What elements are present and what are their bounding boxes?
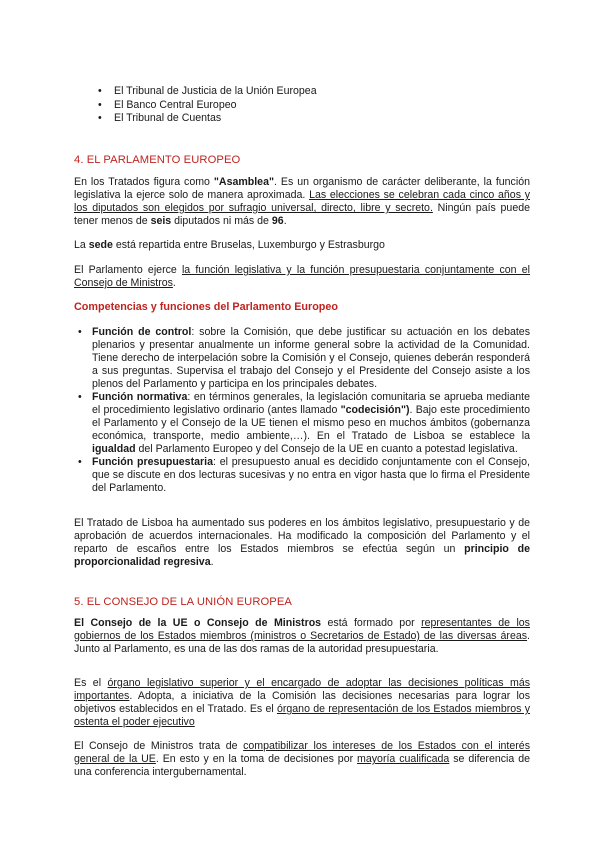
list-item: • El Banco Central Europeo (98, 99, 518, 113)
competencies-list (78, 326, 530, 495)
list-item: • Función de control: sobre la Comisión, que debe justificar su actuación en los debates plenarios y presentar anualmente un informe general sobre la actividad de la Comunidad. Tiene derecho de interpelación sobre la Comisión y el Consejo, quienes deberán responderá a sus preguntas. Supervisa el trabajo del Consejo y el Presidente del Consejo asiste a los plenos del Parlamento y participa en los principales debates. (78, 326, 530, 391)
council-intro-paragraph: El Consejo de la UE o Consejo de Ministros está formado por representantes de los gobiernos de los Estados miembros (ministros o Secretarios de Estado) de las diversas áreas. Junto al Parlamento, es una de las dos ramas de la autoridad presupuestaria. (74, 617, 530, 655)
parliament-functions-paragraph: El Parlamento ejerce la función legislativa y la función presupuestaria conjuntamente con el Consejo de Ministros. (74, 264, 530, 289)
parliament-seat-paragraph: La sede está repartida entre Bruselas, Luxemburgo y Estrasburgo (74, 239, 385, 251)
list-item: • El Tribunal de Justicia de la Unión Europea (98, 85, 518, 99)
list-item: • Función presupuestaria: el presupuesto anual es decidido conjuntamente con el Consejo, que se discute en dos lecturas sucesivas y no entra en vigor hasta que lo firma el Presidente del Parlamento. (78, 456, 530, 495)
lisbon-treaty-paragraph: El Tratado de Lisboa ha aumentado sus poderes en los ámbitos legislativo, presupuestario y de aprobación de acuerdos internacionales. Ha modificado la composición del Parlamento y el reparto de escaños entre los Estados miembros se efectúa según un principio de proporcionalidad regresiva. (74, 517, 530, 568)
parliament-intro-paragraph: En los Tratados figura como "Asamblea". Es un organismo de carácter deliberante, la función legislativa la ejerce solo de manera aproximada. Las elecciones se celebran cada cinco años y los diputados son elegidos por sufragio universal, directo, libre y secreto. Ningún país puede tener menos de seis diputados ni más de 96. (74, 176, 530, 227)
council-role-paragraph: Es el órgano legislativo superior y el encargado de adoptar las decisiones políticas más importantes. Adopta, a iniciativa de la Comisión las decisiones necesarias para lograr los objetivos establecidos en el Tratado. Es el órgano de representación de los Estados miembros y ostenta el poder ejecutivo (74, 677, 531, 728)
section-5-heading: 5. EL CONSEJO DE LA UNIÓN EUROPEA (74, 596, 292, 608)
list-item: • Función normativa: en términos generales, la legislación comunitaria se aprueba mediante el procedimiento legislativo ordinario (antes llamado "codecisión"). Bajo este procedimiento el Parlamento y el Consejo de la UE tienen el mismo peso en muchos ámbitos (gobernanza económica, transporte, medio ambiente,…). En el Tratado de Lisboa se establece la igualdad del Parlamento Europeo y del Consejo de la UE en cuanto a potestad legislativa. (78, 391, 530, 456)
institutions-list (98, 85, 518, 126)
list-item: • El Tribunal de Cuentas (98, 112, 518, 126)
section-4-heading: 4. EL PARLAMENTO EUROPEO (74, 154, 241, 166)
competencies-subheading: Competencias y funciones del Parlamento Europeo (74, 301, 338, 313)
council-ministers-paragraph: El Consejo de Ministros trata de compatibilizar los intereses de los Estados con el interés general de la UE. En esto y en la toma de decisiones por mayoría cualificada se diferencia de una conferencia intergubernamental. (74, 740, 530, 778)
